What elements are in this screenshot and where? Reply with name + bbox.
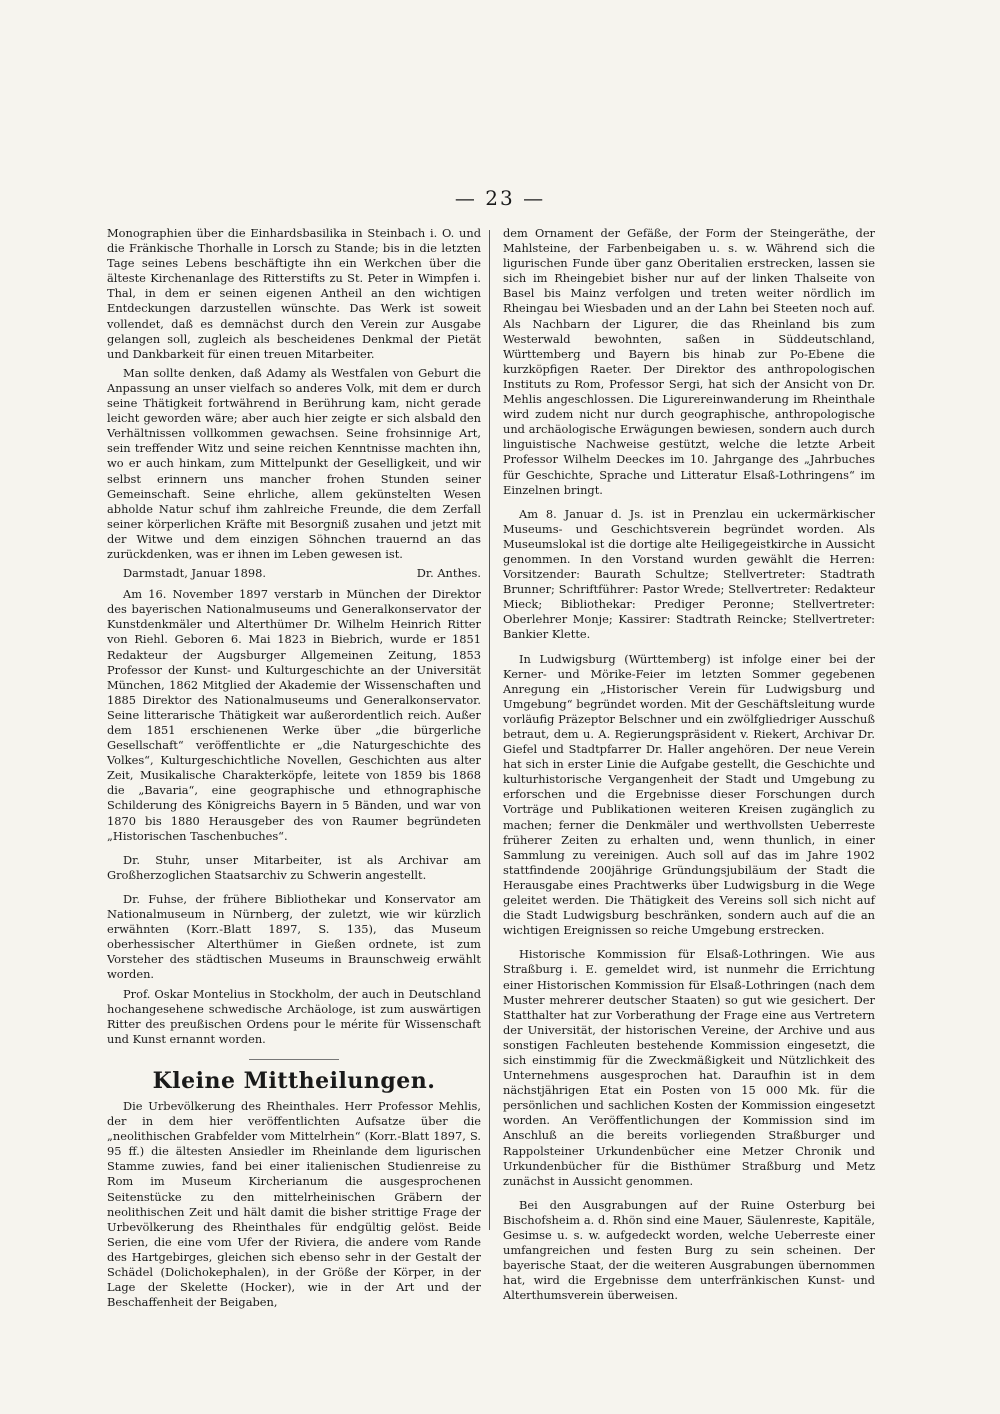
paragraph: Dr. Stuhr, unser Mitarbeiter, ist als Archivar am Großherzoglichen Staatsarchiv zu Schwerin angestellt. (107, 852, 481, 882)
paragraph: Bei den Ausgrabungen auf der Ruine Osterburg bei Bischofsheim a. d. Rhön sind eine Mauer, Säulenreste, Kapitäle, Gesimse u. s. w. aufgedeckt worden, welche Ueberreste einer umfangreichen und festen Burg zu sein scheinen. Der bayerische Staat, der die weiteren Ausgrabungen übernommen hat, wird die Ergebnisse dem unterfränkischen Kunst- und Alterthumsverein überweisen. (503, 1197, 875, 1303)
paragraph: In Ludwigsburg (Württemberg) ist infolge einer bei der Kerner- und Mörike-Feier im letzten Sommer gegebenen Anregung ein „Historischer Verein für Ludwigsburg und Umgebung“ begründet worden. Mit der Geschäftsleitung wurde vorläufig Präzeptor Belschner und ein zwölfgliedriger Ausschuß betraut, dem u. A. Regierungspräsident v. Riekert, Archivar Dr. Giefel und Stadtpfarrer Dr. Haller angehören. Der neue Verein hat sich in erster Linie die Aufgabe gestellt, die Geschichte und kulturhistorische Vergangenheit der Stadt und Umgebung zu erforschen und die Ergebnisse dieser Forschungen durch Vorträge und Publikationen weiteren Kreisen zugänglich zu machen; ferner die Denkmäler und werthvollsten Ueberreste früherer Zeiten zu erhalten und, wenn thunlich, in einer Sammlung zu vereinigen. Auch soll auf das im Jahre 1902 stattfindende 200jährige Gründungsjubiläum der Stadt die Herausgabe eines Prachtwerks über Ludwigsburg in die Wege geleitet werden. Die Thätigkeit des Vereins soll sich nicht auf die Stadt Ludwigsburg beschränken, sondern auch auf die an wichtigen Ereignissen so reiche Umgebung erstrecken. (503, 651, 875, 938)
paragraph: Am 8. Januar d. Js. ist in Prenzlau ein uckermärkischer Museums- und Geschichtsverein begründet worden. Als Museumslokal ist die dortige alte Heiligegeistkirche in Aussicht genommen. In den Vorstand wurden gewählt die Herren: Vorsitzender: Baurath Schultze; Stellvertreter: Stadtrath Brunner; Schriftführer: Pastor Wrede; Stellvertreter: Redakteur Mieck; Bibliothekar: Prediger Peronne; Stellvertreter: Oberlehrer Monje; Kassirer: Stadtrath Reincke; Stellvertreter: Bankier Klette. (503, 506, 875, 642)
column-divider (489, 230, 490, 1230)
paragraph: dem Ornament der Gefäße, der Form der Steingeräthe, der Mahlsteine, der Farbenbeigaben u. s. w. Während sich die ligurischen Funde über ganz Oberitalien erstrecken, lassen sie sich im Rheingebiet bisher nur auf der linken Thalseite von Basel bis Mainz verfolgen und treten weiter nördlich im Rheingau bei Wiesbaden und an der Lahn bei Steeten noch auf. Als Nachbarn der Ligurer, die das Rheinland bis zum Westerwald bewohnten, saßen in Süddeutschland, Württemberg und Bayern bis hinab zur Po-Ebene die kurzköpfigen Raeter. Der Direktor des anthropologischen Instituts zu Rom, Professor Sergi, hat sich der Ansicht von Dr. Mehlis angeschlossen. Die Ligurereinwanderung im Rheinthale wird zudem nicht nur durch geographische, anthropologische und archäologische Erwägungen bewiesen, sondern auch durch linguistische Nachweise gestützt, welche die letzte Arbeit Professor Wilhelm Deeckes im 10. Jahrgange des „Jahrbuches für Geschichte, Sprache und Litteratur Elsaß-Lothringens“ im Einzelnen bringt. (503, 226, 875, 497)
paragraph: Monographien über die Einhardsbasilika in Steinbach i. O. und die Fränkische Thorhalle in Lorsch zu Stande; bis in die letzten Tage seines Lebens beschäftigte ihn ein Werkchen über die älteste Kirchenanlage des Ritterstifts zu St. Peter in Wimpfen i. Thal, in dem er seinen eigenen Antheil an den wichtigen Entdeckungen darzustellen wünschte. Das Werk ist soweit vollendet, daß es demnächst durch den Verein zur Ausgabe gelangen soll, zugleich als bescheidenes Denkmal der Pietät und Dankbarkeit für einen treuen Mitarbeiter. (107, 226, 481, 361)
paragraph: Historische Kommission für Elsaß-Lothringen. Wie aus Straßburg i. E. gemeldet wird, ist nunmehr die Errichtung einer Historischen Kommission für Elsaß-Lothringen (nach dem Muster mehrerer deutscher Staaten) so gut wie gesichert. Der Statthalter hat zur Vorberathung der Frage eine aus Vertretern der Universität, der historischen Vereine, der Archive und aus sonstigen Fachleuten bestehende Kommission eingesetzt, die sich einstimmig für die Zweckmäßigkeit und Nützlichkeit des Unternehmens ausgesprochen hat. Daraufhin ist in dem nächstjährigen Etat ein Posten von 15 000 Mk. für die persönlichen und sachlichen Kosten der Kommission eingesetzt worden. An Veröffentlichungen der Kommission sind im Anschluß an die bereits vorliegenden Straßburger und Rappolsteiner Urkundenbücher eine Metzer Chronik und Urkundenbücher für die Bisthümer Straßburg und Metz zunächst in Aussicht genommen. (503, 947, 875, 1188)
paragraph: Dr. Fuhse, der frühere Bibliothekar und Konservator am Nationalmuseum in Nürnberg, der zuletzt, wie wir kürzlich erwähnten (Korr.-Blatt 1897, S. 135), das Museum oberhessischer Alterthümer in Gießen ordnete, ist zum Vorsteher des städtischen Museums in Braunschweig erwählt worden. (107, 891, 481, 982)
signature-line (107, 566, 481, 581)
signature-place-date: Darmstadt, Januar 1898. (123, 566, 266, 581)
section-heading: Kleine Mittheilungen. (152, 1067, 436, 1094)
page-number: — 23 — (454, 186, 546, 210)
signature-author: Dr. Anthes. (416, 566, 481, 581)
separator (249, 1059, 339, 1060)
paragraph: Man sollte denken, daß Adamy als Westfalen von Geburt die Anpassung an unser vielfach so anderes Volk, mit dem er durch seine Thätigkeit fortwährend in Berührung kam, nicht gerade leicht geworden wäre; aber auch hier zeigte er sich alsbald den Verhältnissen vollkommen gewachsen. Seine frohsinnige Art, sein treffender Witz und seine reichen Kenntnisse machten ihn, wo er auch hinkam, zum Mittelpunkt der Geselligkeit, und wir selbst erinnern uns mancher frohen Stunden seiner Gemeinschaft. Seine ehrliche, allem gekünstelten Wesen abholde Natur schuf ihm zahlreiche Freunde, die dem Zerfall seiner körperlichen Kräfte mit Besorgniß zusahen und jetzt mit der Witwe und dem einzigen Söhnchen trauernd an das zurückdenken, was er ihnen im Leben gewesen ist. (107, 365, 481, 561)
right-column (503, 226, 875, 1307)
paragraph: Am 16. November 1897 verstarb in München der Direktor des bayerischen Nationalmuseums und Generalkonservator der Kunstdenkmäler und Alterthümer Dr. Wilhelm Heinrich Ritter von Riehl. Geboren 6. Mai 1823 in Biebrich, wurde er 1851 Redakteur der Augsburger Allgemeinen Zeitung, 1853 Professor der Kunst- und Kulturgeschichte an der Universität München, 1862 Mitglied der Akademie der Wissenschaften und 1885 Direktor des Nationalmuseums und Generalkonservator. Seine litterarische Thätigkeit war außerordentlich reich. Außer dem 1851 erschienenen Werke über „die bürgerliche Gesellschaft“ veröffentlichte er „die Naturgeschichte des Volkes“, Kulturgeschichtliche Novellen, Geschichten aus alter Zeit, Musikalische Charakterköpfe, leitete von 1859 bis 1868 die „Bavaria“, eine geographische und ethnographische Schilderung des Königreichs Bayern in 5 Bänden, und war von 1870 bis 1880 Herausgeber des von Raumer begründeten „Historischen Taschenbuches“. (107, 587, 481, 843)
paragraph: Prof. Oskar Montelius in Stockholm, der auch in Deutschland hochangesehene schwedische Archäologe, ist zum auswärtigen Ritter des preußischen Ordens pour le mérite für Wissenschaft und Kunst ernannt worden. (107, 986, 481, 1046)
left-column (107, 226, 481, 1314)
paragraph: Die Urbevölkerung des Rheinthales. Herr Professor Mehlis, der in dem hier veröffentlichten Aufsatze über die „neolithischen Grabfelder vom Mittelrhein“ (Korr.-Blatt 1897, S. 95 ff.) die ältesten Ansiedler im Rheinlande dem ligurischen Stamme zuwies, fand bei einer italienischen Studienreise zu Rom im Museum Kircherianum die ausgesprochenen Seitenstücke zu den mittelrheinischen Gräbern der neolithischen Zeit und hält damit die bisher strittige Frage der Urbevölkerung des Rheinthales für endgültig gelöst. Beide Serien, die eine vom Ufer der Riviera, die andere vom Rande des Hartgebirges, gleichen sich ebenso sehr in der Gestalt der Schädel (Dolichokephalen), in der Größe der Körper, in der Lage der Skelette (Hocker), wie in der Art und der Beschaffenheit der Beigaben, (107, 1098, 481, 1310)
